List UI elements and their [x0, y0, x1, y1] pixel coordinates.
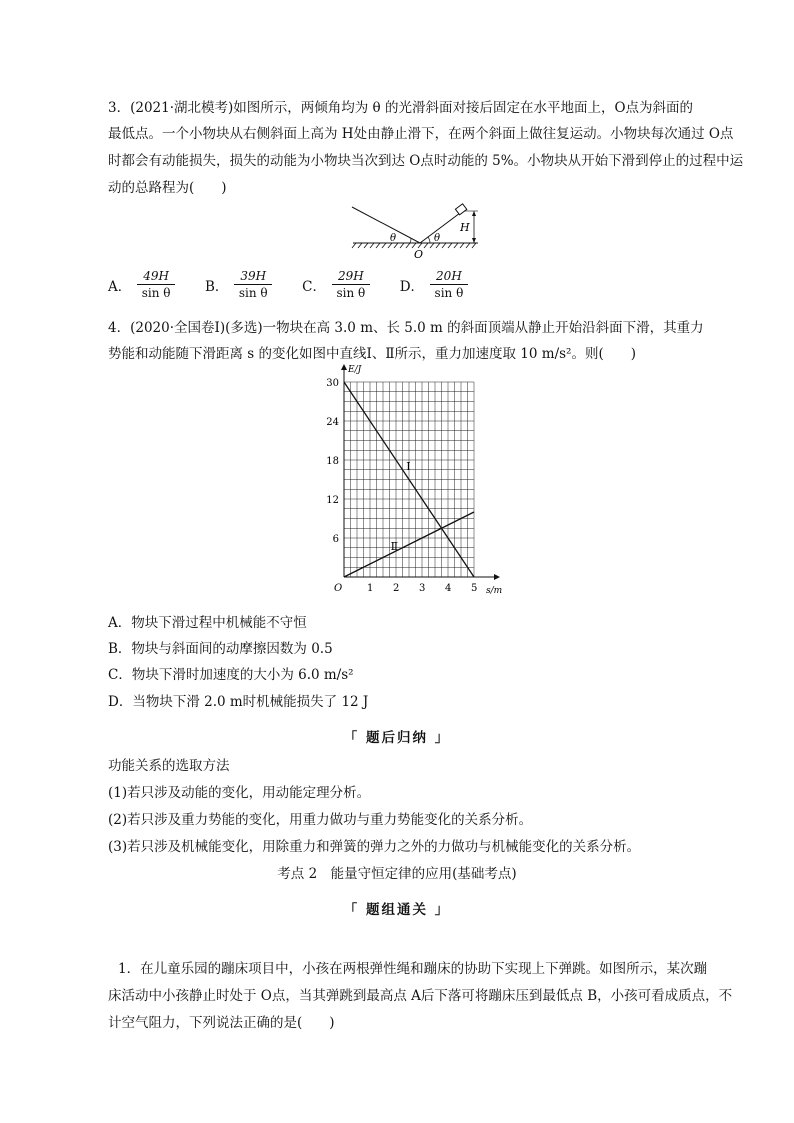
q3-line-1: 3．(2021·湖北模考)如图所示，两倾角均为 θ 的光滑斜面对接后固定在水平地面上，O点为斜面的 [108, 100, 694, 116]
summary-title: 「 题后归纳 」 [343, 730, 451, 746]
option-letter: A． [108, 278, 132, 295]
q4-option-d[interactable]: D．当物块下滑 2.0 m时机械能损失了 12 J [108, 694, 369, 710]
q3-option-b[interactable] [205, 268, 272, 301]
option-denominator: sin θ [434, 286, 464, 300]
option-denominator: sin θ [141, 286, 171, 300]
y-tick-label: 18 [326, 456, 339, 467]
y-tick-label: 12 [326, 495, 339, 506]
q3-line-4: 动的总路程为( ) [108, 180, 227, 196]
x-tick-label: 2 [393, 583, 400, 594]
q3-options [108, 268, 498, 301]
option-numerator: 39H [234, 268, 272, 285]
y-tick-label: 6 [332, 534, 339, 545]
q3-option-a[interactable] [108, 268, 175, 301]
q4-line-2: 势能和动能随下滑距离 s 的变化如图中直线Ⅰ、Ⅱ所示，重力加速度取 10 m/s²。则( ) [108, 346, 637, 362]
y-axis-arrow [341, 364, 347, 370]
q1-line-1: 1．在儿童乐园的蹦床项目中，小孩在两根弹性绳和蹦床的协助下实现上下弹跳。如图所示，某次蹦 [118, 961, 708, 977]
q3-line-2: 最低点。一个小物块从右侧斜面上高为 H处由静止滑下，在两个斜面上做往复运动。小物块每次通过 O点 [108, 126, 734, 142]
series-label-1: Ⅰ [406, 459, 411, 473]
y-tick-label: 24 [326, 417, 339, 428]
energy-chart [314, 358, 514, 598]
height-h-label: H [460, 221, 470, 234]
option-denominator: sin θ [336, 286, 366, 300]
option-letter: C． [302, 278, 326, 295]
x-tick-label: 5 [471, 583, 478, 594]
q4-line-1: 4．(2020·全国卷Ⅰ)(多选)一物块在高 3.0 m、长 5.0 m 的斜面顶端从静止开始沿斜面下滑，其重力 [108, 320, 704, 336]
theta-left-label: θ [390, 233, 397, 244]
incline-figure [348, 203, 488, 265]
q1-line-2: 床活动中小孩静止时处于 O点，当其弹跳到最高点 A后下落可将蹦床压到最低点 B，小孩可看成质点，不 [108, 988, 733, 1004]
point-o-label: O [414, 248, 424, 261]
q3-line-3: 时都会有动能损失，损失的动能为小物块当次到达 O点时动能的 5%。小物块从开始下滑到停止的过程中运 [108, 153, 744, 169]
section-title: 考点 2 能量守恒定律的应用(基础考点) [277, 866, 517, 882]
x-tick-label: 1 [367, 583, 374, 594]
q3-option-d[interactable] [400, 268, 468, 301]
summary-item-3: (3)若只涉及机械能变化，用除重力和弹簧的弹力之外的力做功与机械能变化的关系分析。 [108, 839, 641, 855]
option-letter: B． [204, 278, 229, 295]
option-letter: D． [399, 278, 425, 295]
theta-right-label: θ [434, 233, 441, 244]
summary-item-2: (2)若只涉及重力势能的变化，用重力做功与重力势能变化的关系分析。 [108, 812, 533, 828]
q4-option-b[interactable]: B．物块与斜面间的动摩擦因数为 0.5 [108, 641, 333, 657]
q4-option-a[interactable]: A．物块下滑过程中机械能不守恒 [108, 615, 307, 631]
option-numerator: 29H [332, 268, 370, 285]
summary-intro: 功能关系的选取方法 [108, 758, 230, 774]
option-denominator: sin θ [238, 286, 268, 300]
summary-item-1: (1)若只涉及动能的变化，用动能定理分析。 [108, 785, 371, 801]
group-title: 「 题组通关 」 [343, 902, 451, 918]
option-numerator: 49H [137, 268, 175, 285]
series-label-2: Ⅱ [390, 540, 399, 554]
x-axis-arrow [494, 574, 500, 580]
q1-line-3: 计空气阻力，下列说法正确的是( ) [108, 1015, 335, 1031]
q3-option-c[interactable] [302, 268, 370, 301]
y-tick-label: 30 [326, 378, 339, 389]
y-axis-label: E/J [348, 365, 362, 375]
x-axis-label: s/m [486, 586, 503, 596]
option-numerator: 20H [430, 268, 468, 285]
q4-option-c[interactable]: C．物块下滑时加速度的大小为 6.0 m/s² [108, 667, 354, 683]
x-tick-label: 3 [419, 583, 426, 594]
x-tick-label: 4 [445, 583, 452, 594]
origin-label: O [334, 583, 343, 594]
